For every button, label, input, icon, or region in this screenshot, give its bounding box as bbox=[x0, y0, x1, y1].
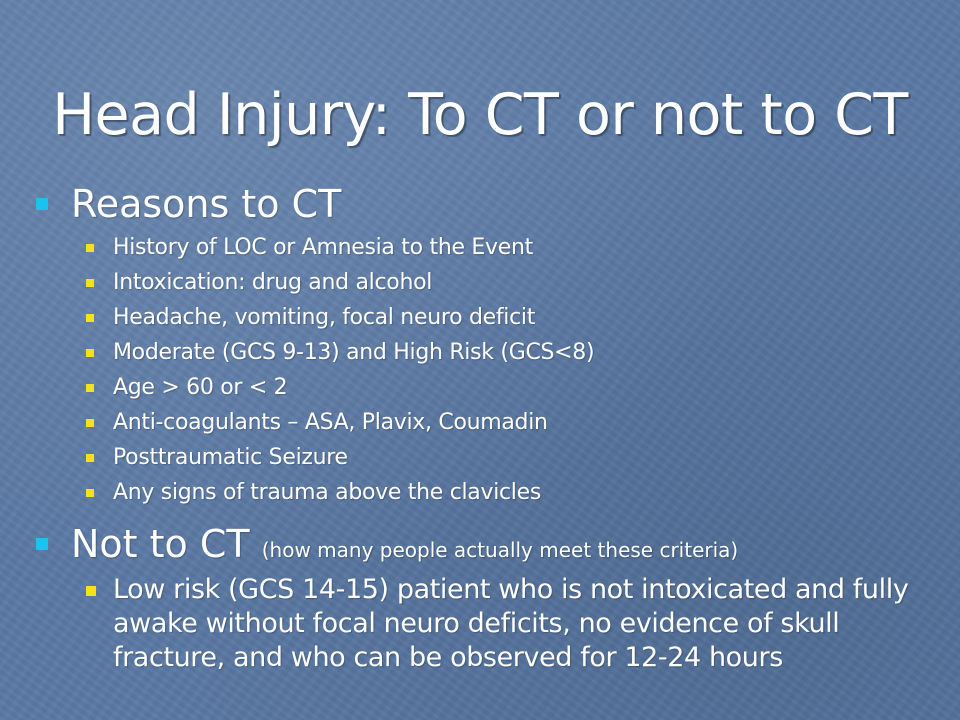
bullet-square-icon bbox=[86, 279, 94, 287]
section-note: (how many people actually meet these criteria) bbox=[261, 538, 739, 562]
list-item-text: Moderate (GCS 9-13) and High Risk (GCS<8) bbox=[113, 340, 595, 365]
list-item-text: Age > 60 or < 2 bbox=[113, 375, 288, 400]
bullet-square-icon bbox=[86, 454, 94, 462]
bullet-square-icon bbox=[86, 314, 94, 322]
slide-title: Head Injury: To CT or not to CT bbox=[52, 82, 908, 148]
section-heading: Not to CT bbox=[71, 522, 250, 566]
bullet-square-icon bbox=[36, 538, 48, 550]
bullet-square-icon bbox=[36, 198, 48, 210]
bullet-square-icon bbox=[86, 349, 94, 357]
list-item-text: History of LOC or Amnesia to the Event bbox=[113, 235, 533, 260]
list-item-text: Any signs of trauma above the clavicles bbox=[113, 480, 542, 505]
list-item-text: Posttraumatic Seizure bbox=[113, 445, 348, 470]
list-item-text: Low risk (GCS 14-15) patient who is not intoxicated and fully awake without focal neuro deficits, no evidence of skull fracture, and who can be observed for 12-24 hours bbox=[113, 574, 909, 673]
list-item-text: Headache, vomiting, focal neuro deficit bbox=[113, 305, 536, 330]
section-heading: Reasons to CT bbox=[71, 182, 342, 226]
list-item-text: Intoxication: drug and alcohol bbox=[113, 270, 433, 295]
bullet-square-icon bbox=[86, 244, 94, 252]
bullet-square-icon bbox=[86, 419, 94, 427]
bullet-square-icon bbox=[86, 586, 96, 596]
bullet-square-icon bbox=[86, 489, 94, 497]
list-item-text: Anti-coagulants – ASA, Plavix, Coumadin bbox=[113, 410, 548, 435]
bullet-square-icon bbox=[86, 384, 94, 392]
